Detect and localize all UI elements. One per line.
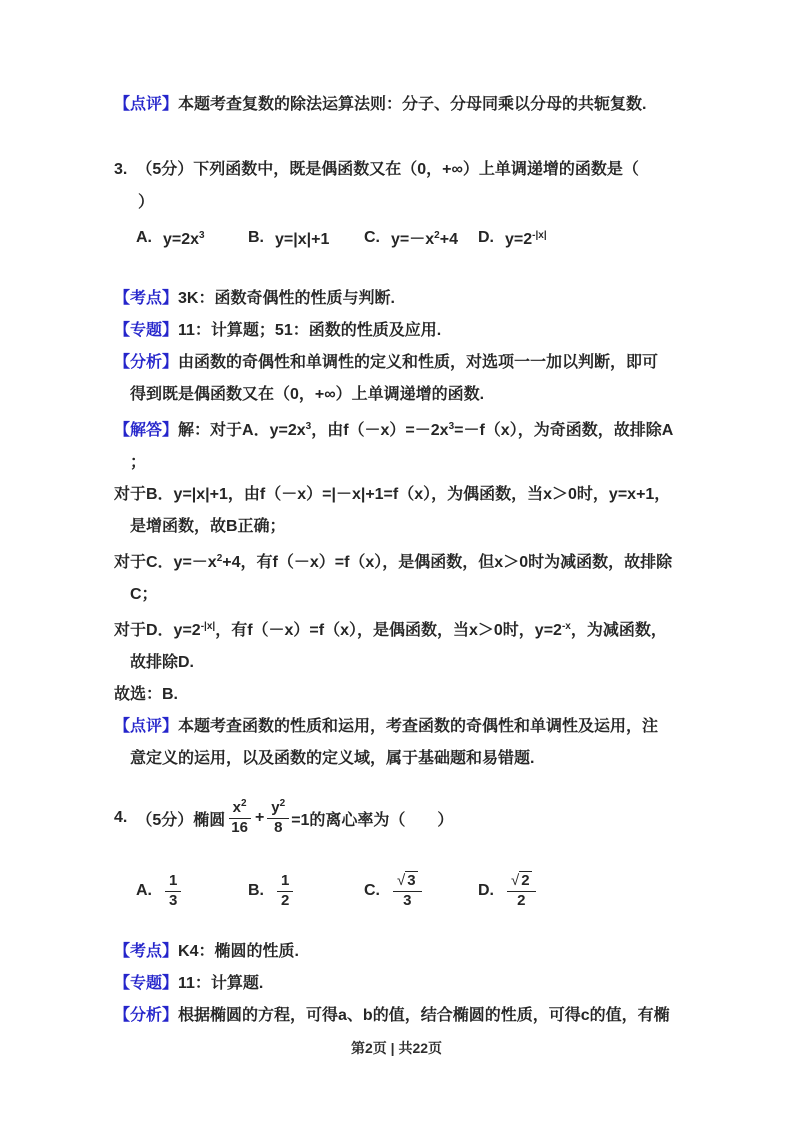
option-c xyxy=(364,871,478,911)
kaodian-line xyxy=(114,936,724,968)
question-3 xyxy=(114,153,724,256)
zhuanti-line xyxy=(114,315,724,347)
zhuanti-line xyxy=(114,968,724,1000)
fenxi-line1 xyxy=(114,347,724,379)
question-3-stem-line2 xyxy=(114,186,724,219)
option-a-label: A. xyxy=(136,882,152,899)
superscript: -x xyxy=(561,621,571,632)
option-a xyxy=(136,219,248,256)
question-3-stem-close-paren: ） xyxy=(138,194,155,211)
jieda-line-b2 xyxy=(114,511,724,543)
review-text: 本题考查复数的除法运算法则：分子、分母同乘以分母的共轭复数. xyxy=(178,96,647,113)
jieda-d-text: 对于D．$y=2^{-|x|}$，有f（－x）=f（x），是偶函数，当x＞0时，$y=2^{-x}$，为减函数， xyxy=(114,621,667,639)
question-3-stem-line1 xyxy=(114,153,724,186)
option-a-formula: $y=2x^3$ xyxy=(163,230,205,248)
kaodian-text: K4：椭圆的性质. xyxy=(178,943,299,960)
radical-sign: √ xyxy=(397,872,406,890)
jieda-line-a1 xyxy=(114,411,724,447)
option-b-fraction: $\frac{1}{2}$ xyxy=(277,872,293,911)
page-footer xyxy=(0,1038,793,1058)
question-3-solution xyxy=(114,283,724,775)
superscript: 3 xyxy=(199,230,205,241)
question-3-number: 3. xyxy=(114,161,128,178)
jieda-line-c2 xyxy=(114,579,724,611)
option-d-fraction: $\frac{√ 2}{2}$ xyxy=(507,871,536,911)
superscript: 2 xyxy=(216,553,223,564)
q2-review-line xyxy=(114,88,724,121)
jieda-line-c1 xyxy=(114,543,724,579)
fraction-x2-16: $\frac{x^2}{16}$ xyxy=(227,798,252,838)
jieda-c-text2: C； xyxy=(130,586,158,603)
option-c-label: C. xyxy=(364,882,380,899)
question-3-options xyxy=(114,219,724,256)
superscript: -|x| xyxy=(200,621,216,632)
jieda-line-d2 xyxy=(114,647,724,679)
option-b-formula: y=|x|+1 xyxy=(275,231,330,248)
document-page xyxy=(114,88,724,1032)
option-a-fraction: $\frac{1}{3}$ xyxy=(165,872,181,911)
jieda-line-b1 xyxy=(114,479,724,511)
fenxi-text-line1: 由函数的奇偶性和单调性的定义和性质，对选项一一加以判断，即可 xyxy=(178,354,659,371)
fenxi-line xyxy=(114,1000,724,1032)
question-4-stem-suffix: =1的离心率为（ ） xyxy=(291,811,454,829)
jieda-a-text: 解：对于A．$y=2x^3$，由$f(-x)=-2x^3=-f(x)$，为奇函数，故排除A xyxy=(178,421,674,439)
kaodian-bracket-label: 【考点】 xyxy=(114,290,179,307)
review-bracket-label: 【点评】 xyxy=(114,96,179,113)
option-b xyxy=(248,872,364,911)
fenxi-bracket-label: 【分析】 xyxy=(114,1007,179,1024)
question-4-stem xyxy=(114,787,724,849)
jieda-line-a2 xyxy=(114,447,724,479)
superscript: 3 xyxy=(448,421,455,432)
fraction-y2-8: $\frac{y^2}{8}$ xyxy=(267,798,289,838)
question-4 xyxy=(114,787,724,1032)
superscript: 2 xyxy=(434,230,440,241)
jieda-line-d1 xyxy=(114,611,724,647)
option-b-label: B. xyxy=(248,882,264,899)
option-d-label: D. xyxy=(478,229,494,246)
fenxi-bracket-label: 【分析】 xyxy=(114,354,179,371)
question-4-stem-prefix: （5分）椭圆 xyxy=(136,811,226,829)
jieda-b-text2: 是增函数，故B正确； xyxy=(130,518,286,535)
fenxi-text: 根据椭圆的方程，可得a、b的值，结合椭圆的性质，可得c的值，有椭 xyxy=(178,1007,670,1024)
option-a xyxy=(136,872,248,911)
fenxi-line2 xyxy=(114,379,724,411)
jieda-d-text2: 故排除D. xyxy=(130,654,195,671)
radical-sign: √ xyxy=(511,872,520,890)
dianping-text-line1: 本题考查函数的性质和运用，考查函数的奇偶性和单调性及运用，注 xyxy=(178,718,659,735)
superscript: -|x| xyxy=(532,230,547,241)
option-d-label: D. xyxy=(478,882,494,899)
kaodian-bracket-label: 【考点】 xyxy=(114,943,179,960)
option-d xyxy=(478,219,724,256)
option-a-label: A. xyxy=(136,229,152,246)
option-c-formula: $y=-x^2+4$ xyxy=(391,230,458,248)
jieda-c-text: 对于C．$y=-x^2+4$，有f（－x）=f（x），是偶函数，但x＞0时为减函数，故排除 xyxy=(114,553,673,571)
dianping-bracket-label: 【点评】 xyxy=(114,718,179,735)
dianping-text-line2: 意定义的运用，以及函数的定义域，属于基础题和易错题. xyxy=(130,750,535,767)
question-4-solution xyxy=(114,936,724,1032)
dianping-line1 xyxy=(114,711,724,743)
answer-text: 故选：B. xyxy=(114,686,179,703)
zhuanti-text: 11：计算题. xyxy=(178,975,264,992)
option-b-label: B. xyxy=(248,229,264,246)
question-4-options xyxy=(114,863,724,919)
superscript: 2 xyxy=(279,798,286,810)
option-d xyxy=(478,871,724,911)
superscript: 3 xyxy=(305,421,312,432)
option-c-fraction: $\frac{√ 3}{3}$ xyxy=(393,871,422,911)
jieda-b-text: 对于B．y=|x|+1，由f（－x）=|－x|+1=f（x），为偶函数，当x＞0时，y=x+1， xyxy=(114,486,671,503)
jieda-a-semicolon: ； xyxy=(130,454,147,471)
question-4-number: 4. xyxy=(114,809,128,826)
question-3-stem-text: （5分）下列函数中，既是偶函数又在（0，+∞）上单调递增的函数是（ xyxy=(136,161,639,178)
kaodian-line xyxy=(114,283,724,315)
answer-line xyxy=(114,679,724,711)
option-c xyxy=(364,219,478,256)
dianping-line2 xyxy=(114,743,724,775)
superscript: 2 xyxy=(240,798,247,810)
kaodian-text: 3K：函数奇偶性的性质与判断. xyxy=(178,290,395,307)
page-number-indicator: 第2页 | 共22页 xyxy=(350,1040,443,1056)
jieda-bracket-label: 【解答】 xyxy=(114,422,179,439)
option-d-formula: $y=2^{-|x|}$ xyxy=(505,230,547,248)
fenxi-text-line2: 得到既是偶函数又在（0，+∞）上单调递增的函数. xyxy=(130,386,485,403)
option-b xyxy=(248,219,364,256)
zhuanti-bracket-label: 【专题】 xyxy=(114,975,179,992)
plus-sign: + xyxy=(254,809,265,826)
zhuanti-bracket-label: 【专题】 xyxy=(114,322,179,339)
option-c-label: C. xyxy=(364,229,380,246)
zhuanti-text: 11：计算题；51：函数的性质及应用. xyxy=(178,322,442,339)
